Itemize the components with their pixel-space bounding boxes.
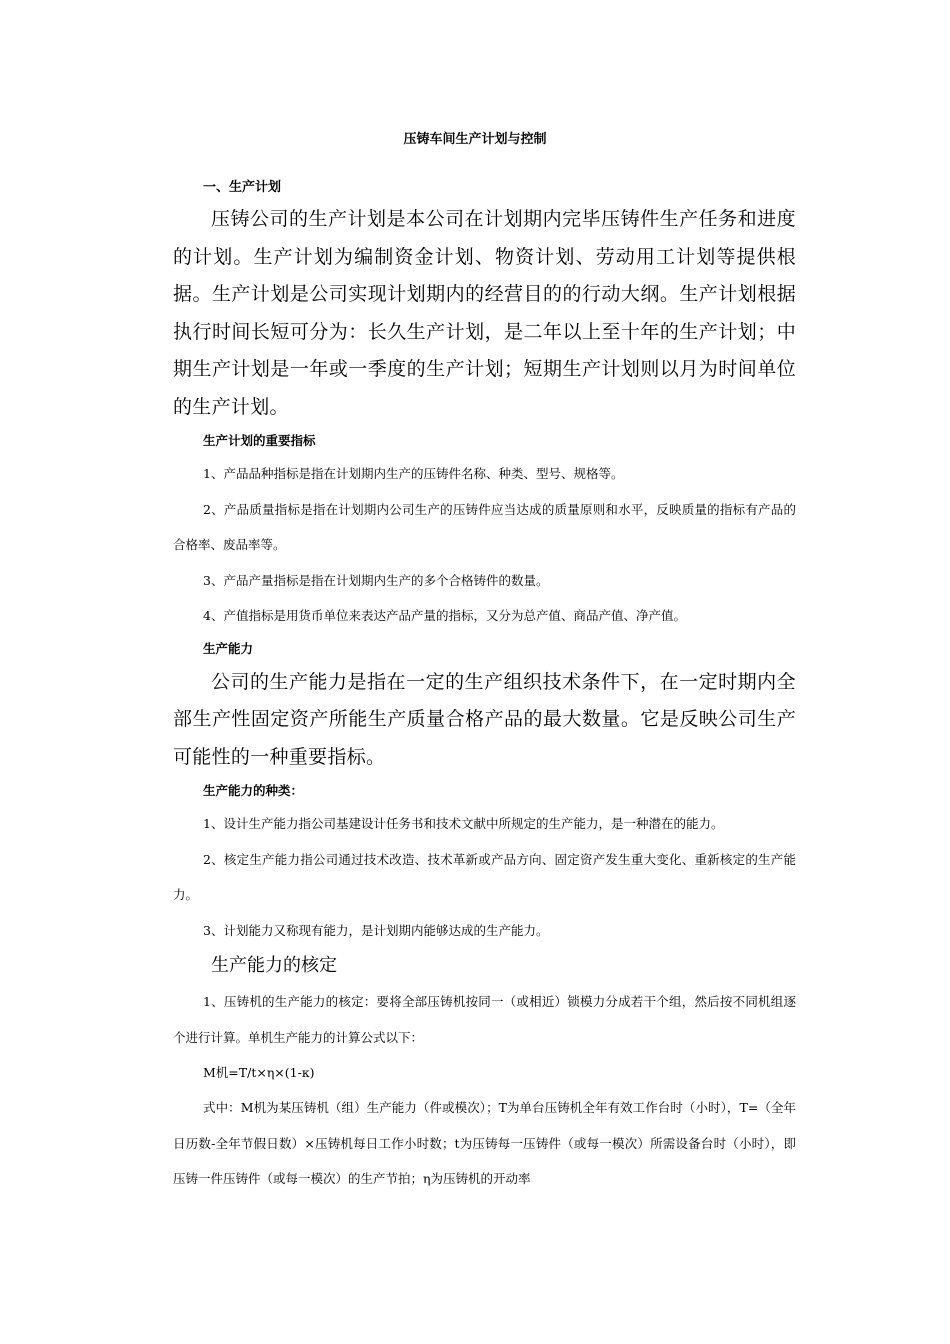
capacity-type-item-3: 3、计划能力又称现有能力，是计划期内能够达成的生产能力。 xyxy=(203,922,549,938)
indicator-item-4: 4、产值指标是用货币单位来表达产品产量的指标，又分为总产值、商品产值、净产值。 xyxy=(203,608,686,623)
indicator-item-2: 2、产品质量指标是指在计划期内公司生产的压铸件应当达成的质量原则和水平，反映质量的指标有产品的合格率、废品率等。 xyxy=(173,501,796,552)
capacity-paragraph: 公司的生产能力是指在一定的生产组织技术条件下，在一定时期内全部生产性固定资产所能生产质量合格产品的最大数量。它是反映公司生产可能性的一种重要指标。 xyxy=(173,670,796,768)
indicator-item-3: 3、产品产量指标是指在计划期内生产的多个合格铸件的数量。 xyxy=(203,572,549,588)
production-plan-paragraph: 压铸公司的生产计划是本公司在计划期内完毕压铸件生产任务和进度的计划。生产计划为编制资金计划、物资计划、劳动用工计划等提供根据。生产计划是公司实现计划期内的经营目的的行动大纲。生产计划根据执行时间长短可分为：长久生产计划，是二年以上至十年的生产计划；中期生产计划是一年或一季度的生产计划；短期生产计划则以月为时间单位的生产计划。 xyxy=(173,208,796,418)
document-body xyxy=(173,175,796,1197)
capacity-type-item-2: 2、核定生产能力指公司通过技术改造、技术革新或产品方向、固定资产发生重大变化、重新核定的生产能力。 xyxy=(173,851,796,902)
document-title: 压铸车间生产计划与控制 xyxy=(403,132,547,147)
verification-heading: 生产能力的核定 xyxy=(211,955,337,976)
verification-paragraph-1: 1、压铸机的生产能力的核定：要将全部压铸机按同一（或相近）锁模力分成若干个组，然后按不同机组逐个进行计算。单机生产能力的计算公式以下： xyxy=(173,994,796,1045)
capacity-type-item-1: 1、设计生产能力指公司基建设计任务书和技术文献中所规定的生产能力，是一种潜在的能力。 xyxy=(203,816,724,831)
capacity-heading: 生产能力 xyxy=(203,640,254,656)
section-heading-production-plan: 一、生产计划 xyxy=(203,180,282,195)
capacity-formula: M机=T/t×η×(1-κ) xyxy=(203,1065,315,1080)
capacity-types-heading: 生产能力的种类： xyxy=(203,783,304,798)
verification-paragraph-2: 式中：M机为某压铸机（组）生产能力（件或模次）；T为单台压铸机全年有效工作台时（小时），T=（全年日历数-全年节假日数）×压铸机每日工作小时数；t为压铸每一压铸件（或每一模次）所需设备台时（小时），即压铸一件压铸件（或每一模次）的生产节拍；η为压铸机的开动率 xyxy=(173,1100,796,1186)
indicators-heading: 生产计划的重要指标 xyxy=(203,433,316,448)
indicator-item-1: 1、产品品种指标是指在计划期内生产的压铸件名称、种类、型号、规格等。 xyxy=(203,466,624,481)
